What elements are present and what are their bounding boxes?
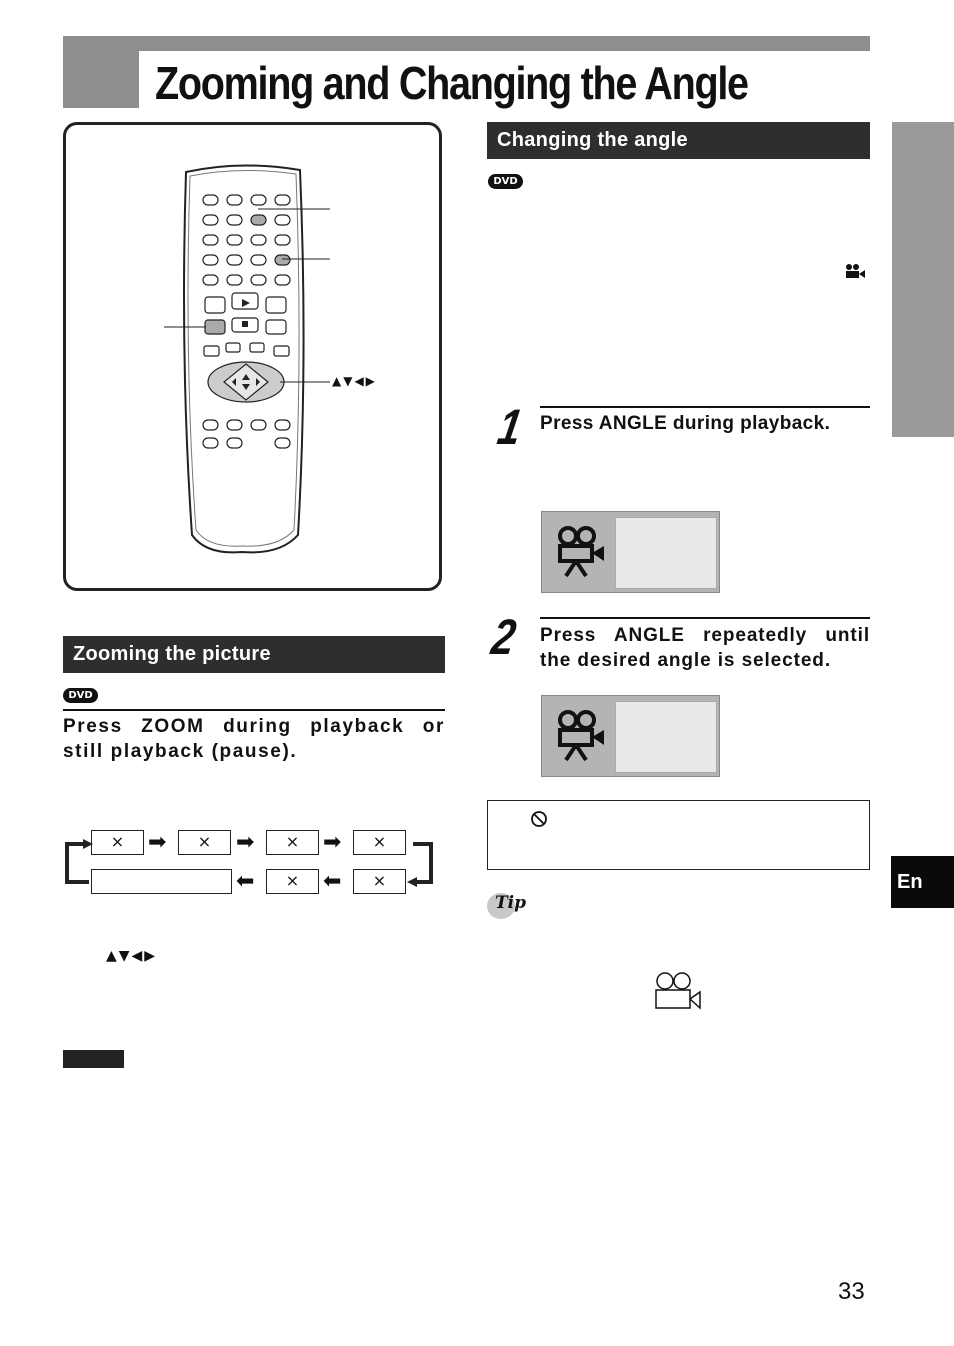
zoom-level-box: × — [91, 830, 144, 855]
divider — [540, 617, 870, 619]
divider — [540, 406, 870, 408]
dvd-badge: DVD — [488, 174, 523, 189]
zoom-level-box: × — [353, 869, 406, 894]
angle-osd-display — [541, 511, 720, 593]
zoom-off-box — [91, 869, 232, 894]
angle-camera-outline-icon — [654, 972, 702, 1012]
language-tab: En — [891, 856, 954, 908]
title-top-bar — [139, 36, 870, 51]
remote-control-illustration — [150, 160, 400, 560]
step-number: 2 — [487, 609, 520, 665]
zoom-section-heading: Zooming the picture — [63, 636, 445, 673]
step-number: 1 — [493, 399, 526, 455]
arrow-left-icon: ⬅ — [323, 869, 342, 894]
side-chapter-tab — [892, 122, 954, 437]
step-2-text: Press ANGLE repeatedly until the desired angle is selected. — [540, 625, 870, 671]
note-label-block — [63, 1050, 124, 1068]
angle-osd-display — [541, 695, 720, 777]
page-number: 33 — [838, 1278, 865, 1305]
zoom-level-box: × — [353, 830, 406, 855]
arrow-right-icon: ➡ — [236, 830, 255, 855]
arrow-left-icon: ⬅ — [236, 869, 255, 894]
zoom-level-box: × — [178, 830, 231, 855]
angle-section-heading: Changing the angle — [487, 122, 870, 159]
angle-icon — [844, 263, 866, 279]
divider — [63, 709, 445, 711]
zoom-level-box: × — [266, 830, 319, 855]
tip-label: Tip — [495, 893, 526, 913]
zoom-instruction: Press ZOOM during playback or still playback (pause). — [63, 716, 445, 762]
remote-arrow-keys-label: ▲▼◀▶ — [332, 374, 377, 388]
arrow-right-icon: ➡ — [323, 830, 342, 855]
step-1-text: Press ANGLE during playback. — [540, 413, 831, 434]
page-title: Zooming and Changing the Angle — [155, 57, 748, 109]
angle-camera-icon — [554, 710, 606, 762]
zoom-arrow-keys: ▲▼◀▶ — [106, 948, 158, 964]
angle-camera-icon — [554, 526, 606, 578]
zoom-level-box: × — [266, 869, 319, 894]
prohibited-icon — [530, 810, 548, 828]
title-tab-block — [63, 36, 139, 108]
arrow-right-icon: ➡ — [148, 830, 167, 855]
dvd-badge: DVD — [63, 688, 98, 703]
